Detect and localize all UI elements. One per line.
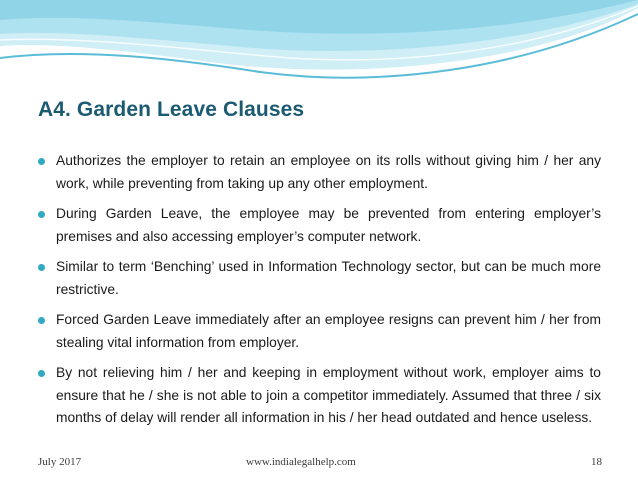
list-item <box>38 203 601 248</box>
bullet-text: By not relieving him / her and keeping in employment without work, employer aims to ensure that he / she is not able to join a competitor immediately. Assumed that three / six months of delay will render all information in his / her head outdated and hence useless. <box>56 365 601 425</box>
footer-page-number: 18 <box>591 456 602 468</box>
slide-title: A4. Garden Leave Clauses <box>38 98 305 121</box>
list-item <box>38 256 601 301</box>
bullet-dot-icon <box>38 211 45 218</box>
bullet-dot-icon <box>38 158 45 165</box>
list-item <box>38 362 601 430</box>
bullet-text: During Garden Leave, the employee may be prevented from entering employer’s premises and also accessing employer’s computer network. <box>56 206 601 244</box>
bullet-dot-icon <box>38 264 45 271</box>
bullet-dot-icon <box>38 370 45 377</box>
list-item <box>38 309 601 354</box>
bullet-list <box>38 150 601 438</box>
footer-date: July 2017 <box>38 456 82 468</box>
bullet-text: Authorizes the employer to retain an employee on its rolls without giving him / her any work, while preventing from taking up any other employment. <box>56 153 601 191</box>
list-item <box>38 150 601 195</box>
footer-website: www.indialegalhelp.com <box>246 456 356 468</box>
bullet-dot-icon <box>38 317 45 324</box>
bullet-text: Forced Garden Leave immediately after an employee resigns can prevent him / her from stealing vital information from employer. <box>56 312 601 350</box>
bullet-text: Similar to term ‘Benching’ used in Information Technology sector, but can be much more restrictive. <box>56 259 601 297</box>
header-wave-decoration <box>0 0 638 90</box>
